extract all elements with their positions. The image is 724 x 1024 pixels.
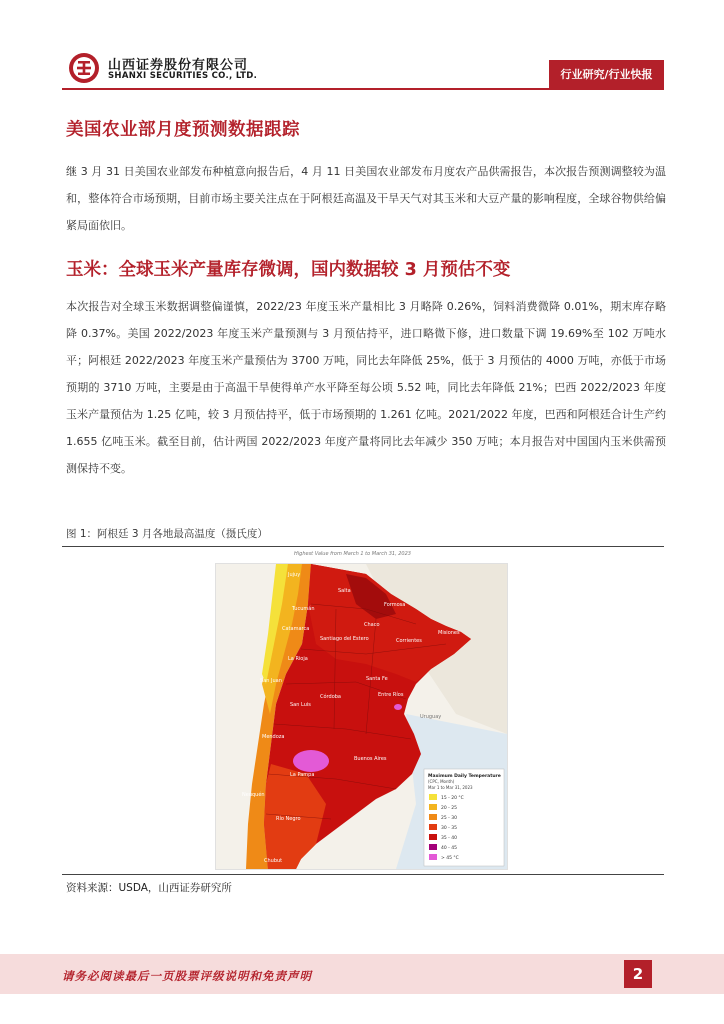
label-mendoza: Mendoza bbox=[262, 734, 285, 740]
label-cordoba: Córdoba bbox=[320, 694, 341, 700]
map-caption: Highest Value from March 1 to March 31, 2023 bbox=[294, 551, 411, 557]
legend-swatch bbox=[429, 844, 437, 850]
map-legend bbox=[424, 769, 504, 866]
company-logo-icon bbox=[68, 52, 100, 84]
label-formosa: Formosa bbox=[384, 602, 406, 608]
legend-label: 30 - 35 bbox=[441, 826, 457, 831]
entre-rios-extreme-spot bbox=[394, 704, 402, 710]
label-chubut: Chubut bbox=[264, 858, 283, 864]
label-sanjuan: San Juan bbox=[260, 678, 282, 684]
label-santafe: Santa Fe bbox=[366, 676, 388, 682]
figure-source: 资料来源：USDA，山西证券研究所 bbox=[66, 882, 232, 894]
label-entrerios: Entre Ríos bbox=[378, 692, 404, 698]
label-neuquen: Neuquén bbox=[242, 792, 265, 798]
figure-top-rule bbox=[62, 546, 664, 547]
label-larioja: La Rioja bbox=[288, 656, 308, 662]
legend-subtitle: (CPC, Month) bbox=[428, 779, 455, 784]
legend-label: 35 - 40 bbox=[441, 836, 457, 841]
legend-swatch bbox=[429, 804, 437, 810]
legend-label: > 45 °C bbox=[441, 856, 459, 861]
la-pampa-extreme-spot bbox=[293, 750, 329, 772]
legend-swatch bbox=[429, 854, 437, 860]
label-lapampa: La Pampa bbox=[290, 772, 315, 778]
label-tucuman: Tucumán bbox=[292, 606, 315, 612]
label-chaco: Chaco bbox=[364, 622, 380, 628]
page-number: 2 bbox=[624, 960, 652, 988]
company-name-cn: 山西证券股份有限公司 bbox=[108, 58, 249, 73]
section-title-usda-tracking: 美国农业部月度预测数据跟踪 bbox=[66, 120, 300, 140]
legend-title: Maximum Daily Temperature bbox=[428, 774, 501, 779]
argentina-temperature-map bbox=[215, 563, 508, 870]
label-misiones: Misiones bbox=[438, 630, 460, 636]
legend-label: 20 - 25 bbox=[441, 806, 457, 811]
legend-swatch bbox=[429, 794, 437, 800]
label-catamarca: Catamarca bbox=[282, 626, 310, 632]
legend-label: 25 - 30 bbox=[441, 816, 457, 821]
page-header bbox=[0, 0, 724, 96]
company-name-en: SHANXI SECURITIES CO., LTD. bbox=[108, 71, 258, 81]
legend-swatch bbox=[429, 814, 437, 820]
label-santiago: Santiago del Estero bbox=[320, 636, 369, 642]
label-uruguay: Uruguay bbox=[420, 714, 442, 720]
figure-title: 图 1：阿根廷 3 月各地最高温度（摄氏度） bbox=[66, 528, 268, 540]
section-body-corn: 本次报告对全球玉米数据调整偏谨慎，2022/23 年度玉米产量相比 3 月略降 0.26%，饲料消费微降 0.01%，期末库存略降 0.37%。美国 2022/2023 年度玉米产量预测与 3 月预估持平，进口略微下修，进口数量下调 19.69%至 102 万吨水平；阿根廷 2022/2023 年度玉米产量预估为 3700 万吨，同比去年降低 25%，低于 3 月预估的 4000 万吨，亦低于市场预期的 3710 万吨，主要是由于高温干旱使得单产水平降至每公顷 5.52 吨，同比去年降低 21%；巴西 2022/2023 年度玉米产量预估为 1.25 亿吨，较 3 月预估持平，低于市场预期的 1.261 亿吨。2021/2022 年度，巴西和阿根廷合计生产约 1.655 亿吨玉米。截至目前，估计两国 2022/2023 年度产量将同比去年减少 350 万吨；本月报告对中国国内玉米供需预测保持不变。 bbox=[66, 300, 666, 475]
report-category-tag: 行业研究/行业快报 bbox=[549, 60, 664, 88]
map-svg bbox=[216, 564, 507, 869]
label-rionegro: Río Negro bbox=[276, 816, 301, 822]
legend-label: 40 - 45 bbox=[441, 846, 457, 851]
section-title-corn: 玉米：全球玉米产量库存微调，国内数据较 3 月预估不变 bbox=[66, 260, 511, 280]
label-sanluis: San Luis bbox=[290, 702, 311, 708]
legend-date: Mar 1 to Mar 31, 2023 bbox=[428, 785, 473, 790]
legend-label: 15 - 20 °C bbox=[441, 796, 464, 801]
footer-disclaimer: 请务必阅读最后一页股票评级说明和免责声明 bbox=[62, 969, 312, 983]
legend-swatch bbox=[429, 834, 437, 840]
label-salta: Salta bbox=[338, 588, 351, 594]
legend-swatch bbox=[429, 824, 437, 830]
section-body-usda-tracking: 继 3 月 31 日美国农业部发布种植意向报告后，4 月 11 日美国农业部发布月度农产品供需报告，本次报告预测调整较为温和，整体符合市场预期，目前市场主要关注点在于阿根廷高温及干旱天气对其玉米和大豆产量的影响程度，全球谷物供给偏紧局面依旧。 bbox=[66, 165, 666, 232]
header-divider bbox=[62, 88, 664, 90]
label-buenosaires: Buenos Aires bbox=[354, 756, 387, 762]
label-jujuy: Jujuy bbox=[288, 572, 301, 578]
figure-bottom-rule bbox=[62, 874, 664, 875]
label-corrientes: Corrientes bbox=[396, 638, 422, 644]
